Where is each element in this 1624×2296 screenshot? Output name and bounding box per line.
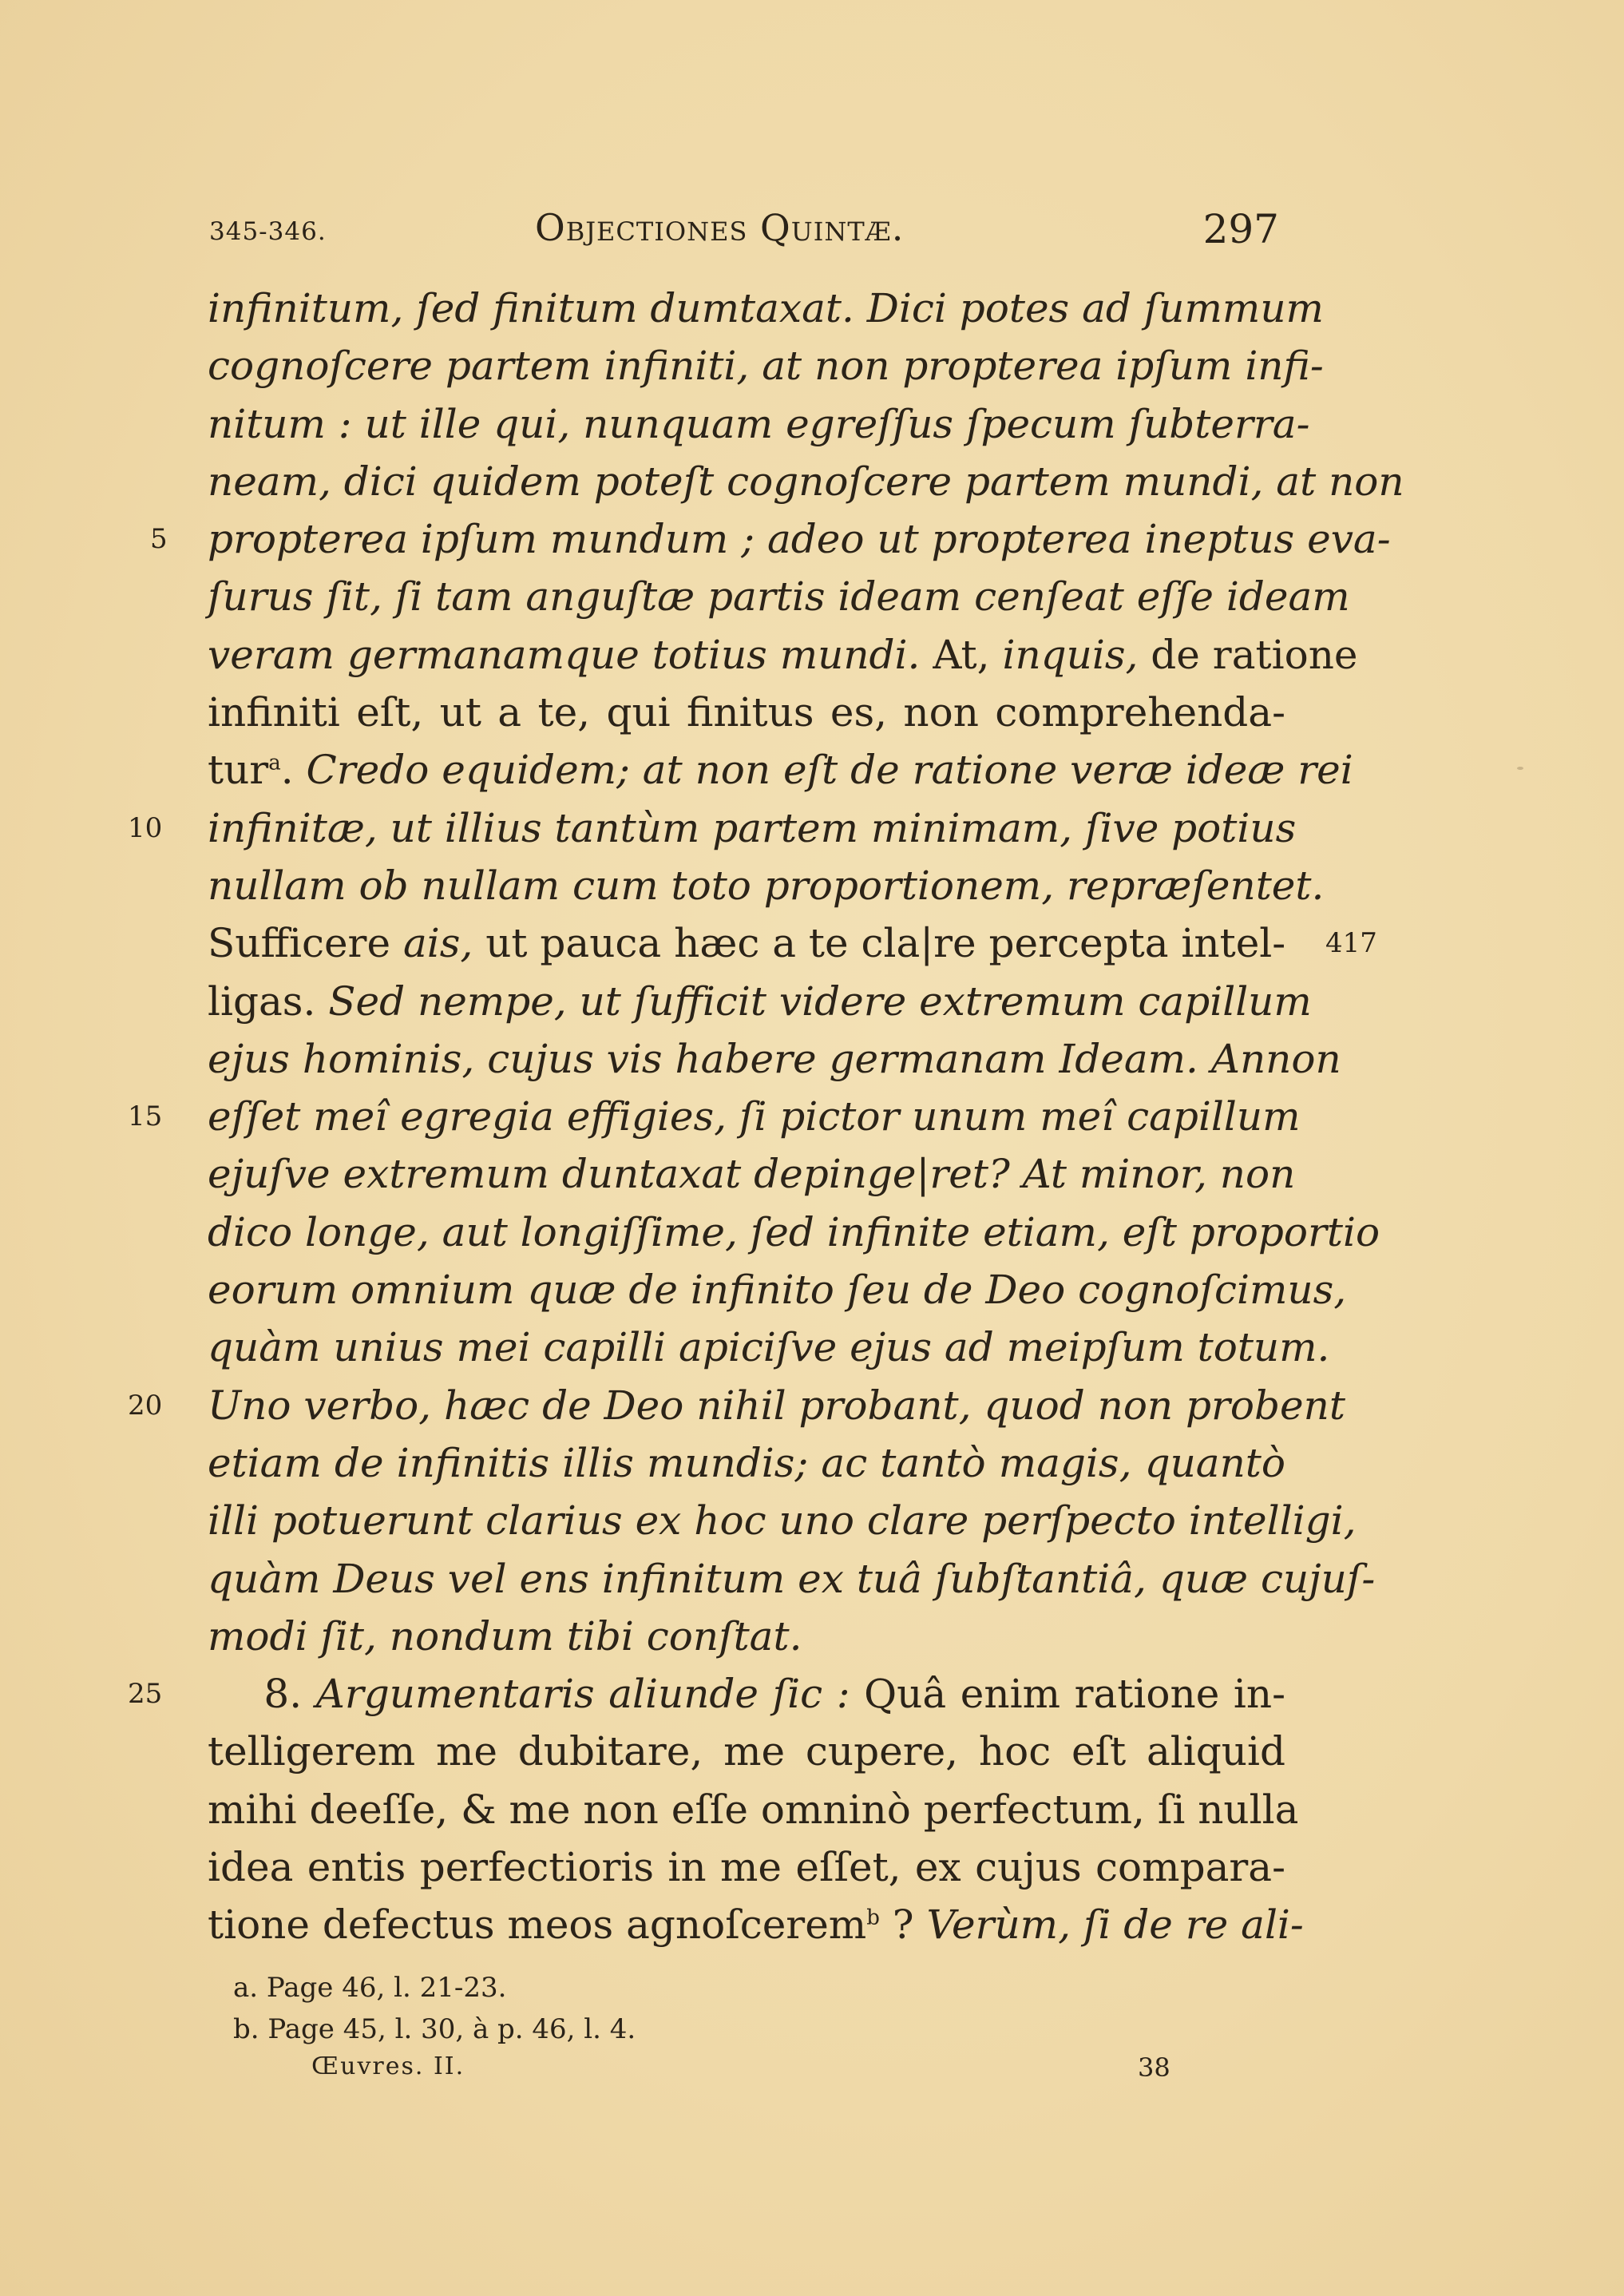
text-segment: nullam ob nullam cum toto proportionem, repræſentet. [208,862,1325,909]
text-line [208,453,1404,510]
text-line [208,1434,1285,1492]
text-line [208,1088,1301,1145]
text-segment: veram germanamque totius mundi. [208,631,921,678]
text-segment: dico longe, aut longiſſime, ſed infinite etiam, eſt proportio [208,1208,1380,1255]
text-segment: 8. [208,1671,316,1718]
text-segment: infiniti eſt, ut a te, qui finitus es, non comprehenda- [208,689,1285,736]
text-segment: ſurus ſit, ſi tam anguſtæ partis ideam cenſeat eſſe ideam [208,573,1350,621]
text-segment: telligerem me dubitare, me cupere, hoc eſt aliquid [208,1728,1285,1775]
text-line [208,741,1353,799]
line-number-left: 15 [128,1100,163,1133]
text-segment: ut pauca hæc a te cla|re percepta intel- [473,920,1286,967]
text-segment: neam, dici quidem poteſt cognoſcere partem mundi, at non [208,458,1404,505]
text-line [208,857,1325,914]
text-segment: ejus hominis, cujus vis habere germanam Ideam. Annon [208,1035,1341,1082]
text-segment: nitum : ut ille qui, nunquam egreſſus ſpecum ſubterra- [208,400,1310,447]
text-line [208,568,1350,625]
text-segment: eſſet meî egregia effigies, ſi pictor unum meî capillum [208,1093,1301,1140]
text-line [208,1261,1347,1319]
text-segment: eorum omnium quæ de infinito ſeu de Deo cognoſcimus, [208,1267,1347,1314]
page-number: 297 [1202,206,1279,252]
text-line [208,914,1285,972]
text-line [208,1377,1345,1434]
text-segment: quàm Deus vel ens infinitum ex tuâ ſubſtantiâ, quæ cujuſ- [208,1555,1376,1602]
paper-speck [1517,767,1523,770]
footnote-marker: b [866,1905,880,1930]
text-line [208,1723,1285,1780]
text-segment: Credo equidem; at non eſt de ratione veræ ideæ rei [306,747,1353,794]
text-segment: ligas. [208,977,329,1025]
text-segment: etiam de infinitis illis mundis; ac tantò magis, quantò [208,1439,1285,1486]
text-line [208,684,1285,741]
text-segment: Sed nempe, ut ſufficit videre extremum capillum [328,977,1312,1025]
text-line [208,973,1312,1030]
text-segment: de ratione [1138,631,1358,678]
text-segment: modi ſit, nondum tibi conſtat. [208,1612,802,1660]
text-line [208,1608,1285,1665]
text-segment: . [280,747,307,794]
text-segment: ais, [402,920,473,967]
text-line [208,1319,1330,1376]
footer-signature: 38 [1138,2052,1170,2083]
text-line [208,1665,1285,1723]
text-line [208,1550,1376,1608]
text-line [208,1781,1299,1838]
text-segment: quàm unius mei capilli apiciſve ejus ad meipſum totum. [208,1324,1330,1371]
header-column-range: 345-346. [209,217,327,246]
footnote-a: a. Page 46, l. 21-23. [233,1972,507,2004]
text-segment: propterea ipſum mundum ; adeo ut propterea ineptus eva- [208,516,1391,563]
text-line [208,1030,1341,1088]
text-segment: At, [920,631,1003,678]
running-header [0,206,1624,262]
text-line [208,510,1391,568]
footnote-b: b. Page 45, l. 30, à p. 46, l. 4. [233,2013,636,2045]
text-segment: Sufficere [208,920,403,967]
text-line [208,1896,1304,1953]
text-segment: Argumentaris aliunde ſic : [315,1671,850,1718]
text-line [208,1145,1296,1203]
text-segment: ? [879,1901,927,1949]
line-number-right: 417 [1325,927,1377,960]
text-segment: inquis, [1002,631,1139,678]
text-segment: tione defectus meos agnoſcerem [208,1901,867,1949]
text-line [208,1838,1285,1896]
text-segment: tur [208,747,269,794]
footnote-marker: a [268,751,281,775]
text-segment: cognoſcere partem infiniti, at non propterea ipſum infi- [208,343,1324,390]
text-segment: ejuſve extremum duntaxat depinge|ret? At minor, non [208,1151,1296,1198]
line-number-left: 10 [128,811,163,844]
text-line [208,626,1358,684]
text-segment: idea entis perfectioris in me eſſet, ex cujus compara- [208,1844,1285,1891]
footer-volume: Œuvres. II. [311,2052,465,2080]
text-segment: Uno verbo, hæc de Deo nihil probant, quod non probent [208,1382,1345,1429]
text-segment: mihi deeſſe, & me non eſſe omninò perfectum, ſi nulla [208,1786,1299,1833]
text-segment: infinitæ, ut illius tantùm partem minimam, ſive potius [208,804,1297,851]
text-line [208,280,1324,337]
text-segment: Quâ enim ratione in- [850,1671,1285,1718]
text-line [208,1492,1357,1549]
footnotes [233,1967,1271,2050]
text-segment: illi potuerunt clarius ex hoc uno clare perſpecto intelligi, [208,1497,1357,1545]
header-title: Objectiones Quintæ. [535,206,905,249]
text-segment: Verùm, ſi de re ali- [926,1901,1304,1949]
line-number-left: 20 [128,1389,163,1422]
text-line [208,395,1310,453]
text-line [208,337,1324,395]
line-number-left: 25 [128,1678,163,1711]
text-line [208,799,1297,857]
text-line [208,1204,1380,1261]
text-segment: infinitum, ſed finitum dumtaxat. Dici potes ad ſummum [208,285,1324,331]
line-number-left: 5 [150,523,168,556]
